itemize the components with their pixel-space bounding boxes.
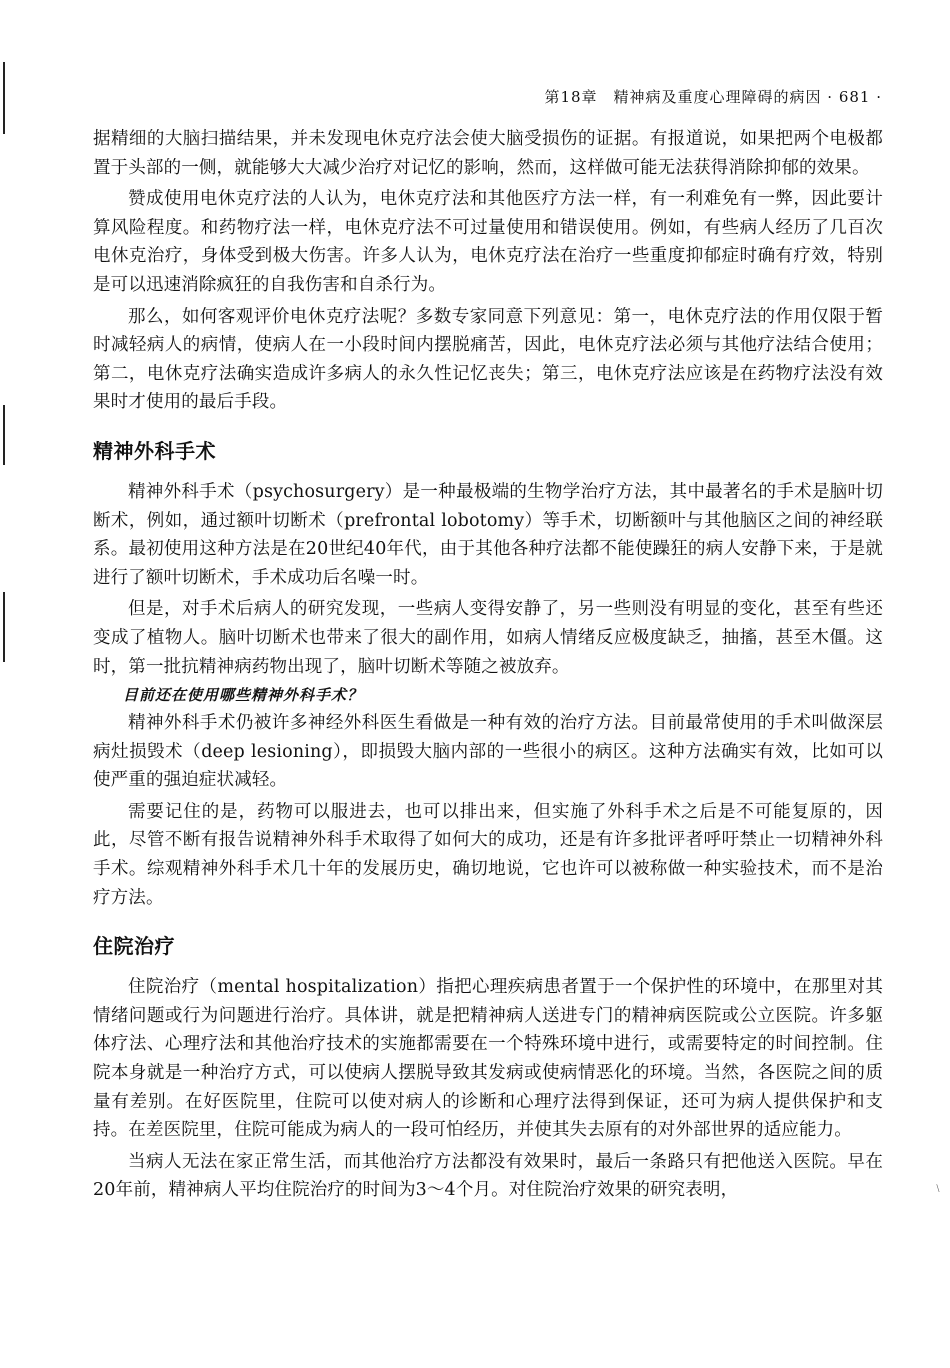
paragraph: 但是，对手术后病人的研究发现，一些病人变得安静了，另一些则没有明显的变化，甚至有些还变成了植物人。脑叶切断术也带来了很大的副作用，如病人情绪反应极度缺乏，抽搐，甚至木僵。这时，第一批抗精神病药物出现了，脑叶切断术等随之被放弃。: [93, 599, 883, 677]
paragraph: 需要记住的是，药物可以服进去，也可以排出来，但实施了外科手术之后是不可能复原的，因此，尽管不断有报告说精神外科手术取得了如何大的成功，还是有许多批评者呼吁禁止一切精神外科手术。综观精神外科手术几十年的发展历史，确切地说，它也许可以被称做一种实验技术，而不是治疗方法。: [93, 801, 883, 908]
margin-mark-middle: [3, 405, 5, 465]
page-body: [93, 125, 883, 1208]
running-head: 第18章 精神病及重度心理障碍的病因 · 681 ·: [544, 88, 882, 106]
paragraph: 精神外科手术（psychosurgery）是一种最极端的生物学治疗方法，其中最著名的手术是脑叶切断术，例如，通过额叶切断术（prefrontal lobotomy）等手术，切断额叶与其他脑区之间的神经联系。最初使用这种方法是在20世纪40年代，由于其他各种疗法都不能使躁狂的病人安静下来，于是就进行了额叶切断术，手术成功后名噪一时。: [93, 481, 883, 588]
paragraph: 赞成使用电休克疗法的人认为，电休克疗法和其他医疗方法一样，有一利难免有一弊，因此要计算风险程度。和药物疗法一样，电休克疗法不可过量使用和错误使用。例如，有些病人经历了几百次电休克治疗，身体受到极大伤害。许多人认为，电休克疗法在治疗一些重度抑郁症时确有疗效，特别是可以迅速消除疯狂的自我伤害和自杀行为。: [93, 189, 883, 295]
paragraph: 精神外科手术仍被许多神经外科医生看做是一种有效的治疗方法。目前最常使用的手术叫做深层病灶损毁术（deep lesioning），即损毁大脑内部的一些很小的病区。这种方法确实有效，比如可以使严重的强迫症状减轻。: [93, 713, 883, 791]
paragraph: 那么，如何客观评价电休克疗法呢？多数专家同意下列意见：第一，电休克疗法的作用仅限于暂时减轻病人的病情，使病人在一小段时间内摆脱痛苦，因此，电休克疗法必须与其他疗法结合使用；第二，电休克疗法确实造成许多病人的永久性记忆丧失；第三，电休克疗法应该是在药物疗法没有效果时才使用的最后手段。: [93, 306, 883, 413]
margin-mark-top: [3, 62, 5, 134]
section-heading-psychosurgery: 精神外科手术: [93, 438, 216, 463]
scan-mark: ﹨: [931, 1180, 944, 1194]
margin-question: 目前还在使用哪些精神外科手术？: [123, 686, 364, 705]
section-heading-hospitalization: 住院治疗: [93, 934, 175, 959]
paragraph-continued: 据精细的大脑扫描结果，并未发现电休克疗法会使大脑受损伤的证据。有报道说，如果把两个电极都置于头部的一侧，就能够大大减少治疗对记忆的影响，然而，这样做可能无法获得消除抑郁的效果。: [93, 129, 883, 178]
margin-mark-lower: [3, 592, 5, 662]
paragraph: 住院治疗（mental hospitalization）指把心理疾病患者置于一个保护性的环境中，在那里对其情绪问题或行为问题进行治疗。具体讲，就是把精神病人送进专门的精神病医院或公立医院。许多躯体疗法、心理疗法和其他治疗技术的实施都需要在一个特殊环境中进行，或需要特定的时间控制。住院本身就是一种治疗方式，可以使病人摆脱导致其发病或使病情恶化的环境。当然，各医院之间的质量有差别。在好医院里，住院可以使对病人的诊断和心理疗法得到保证，还可为病人提供保护和支持。在差医院里，住院可能成为病人的一段可怕经历，并使其失去原有的对外部世界的适应能力。: [93, 977, 883, 1141]
paragraph: 当病人无法在家正常生活，而其他治疗方法都没有效果时，最后一条路只有把他送入医院。早在20年前，精神病人平均住院治疗的时间为3～4个月。对住院治疗效果的研究表明，: [93, 1151, 883, 1201]
